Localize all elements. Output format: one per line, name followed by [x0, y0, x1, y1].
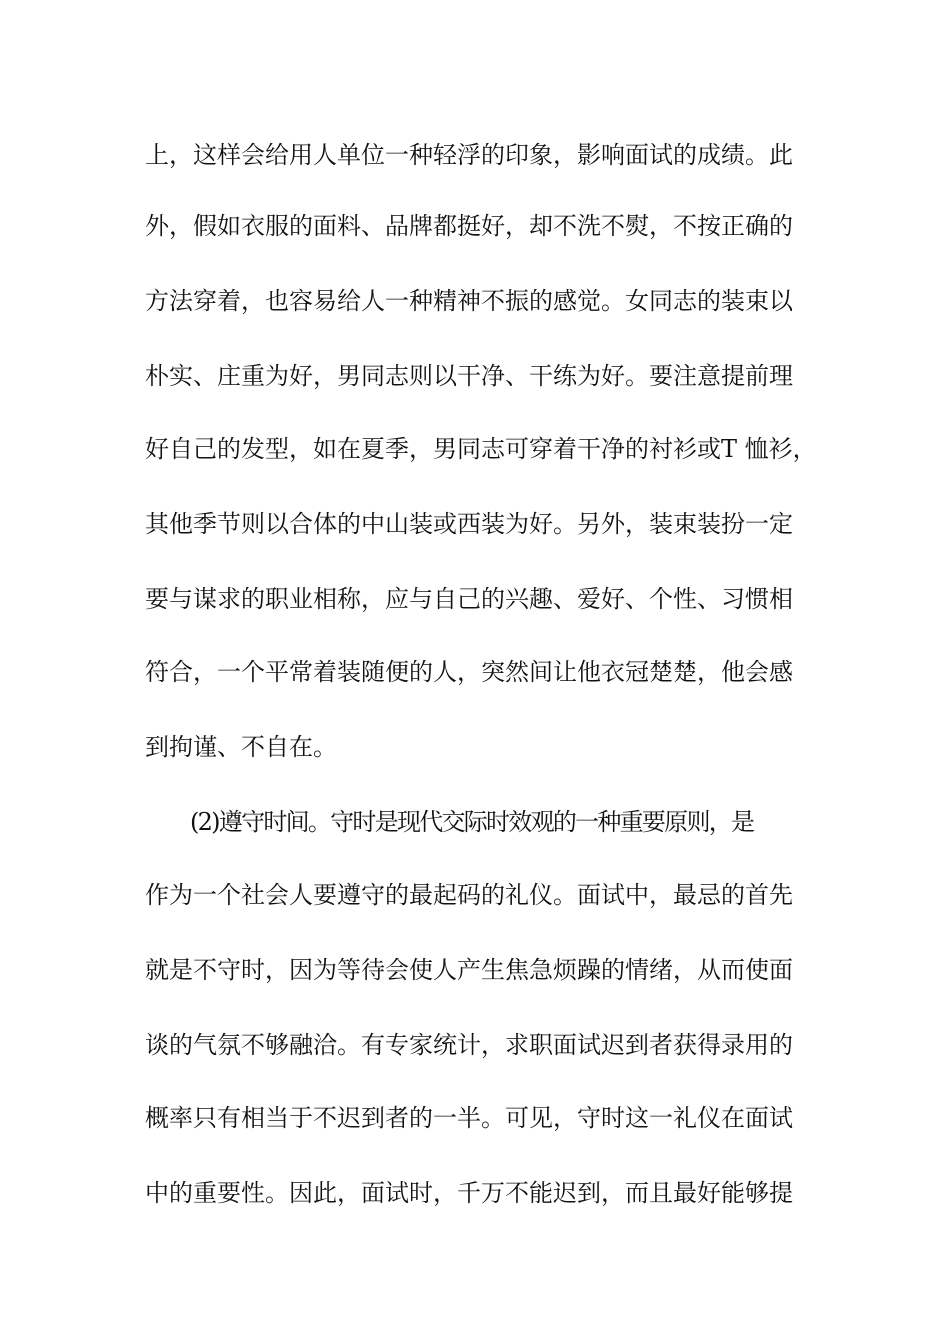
text-line: 概率只有相当于不迟到者的一半。可见，守时这一礼仪在面试: [145, 1104, 793, 1132]
text-line: 外，假如衣服的面料、品牌都挺好，却不洗不熨，不按正确的: [145, 212, 793, 240]
text-line: 方法穿着，也容易给人一种精神不振的感觉。女同志的装束以: [145, 287, 793, 315]
text-line: 作为一个社会人要遵守的最起码的礼仪。面试中，最忌的首先: [145, 881, 793, 909]
text-line: 就是不守时，因为等待会使人产生焦急烦躁的情绪，从而使面: [145, 956, 793, 984]
text-line: 朴实、庄重为好，男同志则以干净、干练为好。要注意提前理: [145, 362, 793, 390]
text-line: 符合，一个平常着装随便的人，突然间让他衣冠楚楚，他会感: [145, 658, 793, 686]
paragraph-first-line: (2)遵守时间。守时是现代交际时效观的一种重要原则，是: [190, 808, 754, 836]
text-line: 要与谋求的职业相称，应与自己的兴趣、爱好、个性、习惯相: [145, 585, 793, 613]
text-line: 到拘谨、不自在。: [145, 733, 337, 761]
text-line: 谈的气氛不够融洽。有专家统计，求职面试迟到者获得录用的: [145, 1031, 793, 1059]
text-line: 其他季节则以合体的中山装或西装为好。另外，装束装扮一定: [145, 510, 793, 538]
text-line: 上，这样会给用人单位一种轻浮的印象，影响面试的成绩。此: [145, 141, 793, 169]
text-line: 中的重要性。因此，面试时，千万不能迟到，而且最好能够提: [145, 1179, 793, 1207]
text-line: 好自己的发型，如在夏季，男同志可穿着干净的衬衫或T 恤衫，: [145, 435, 817, 463]
